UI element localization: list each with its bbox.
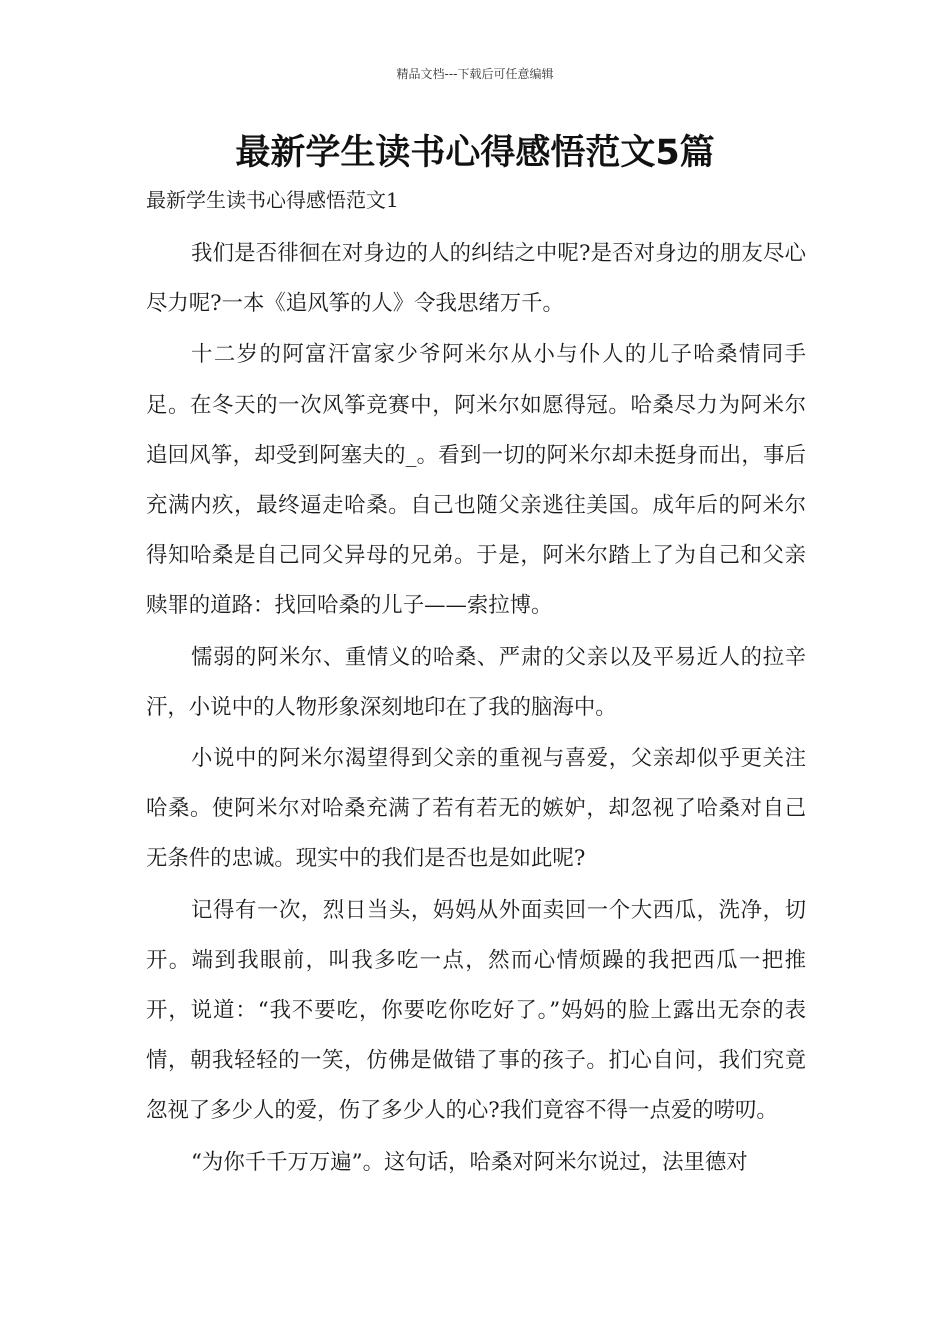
paragraph: 小说中的阿米尔渴望得到父亲的重视与喜爱，父亲却似乎更关注哈桑。使阿米尔对哈桑充满了若有若无的嫉妒，却忽视了哈桑对自己无条件的忠诚。现实中的我们是否也是如此呢? (146, 746, 806, 872)
paragraph: 我们是否徘徊在对身边的人的纠结之中呢?是否对身边的朋友尽心尽力呢?一本《追风筝的人》令我思绪万千。 (146, 241, 806, 317)
paragraph: 十二岁的阿富汗富家少爷阿米尔从小与仆人的儿子哈桑情同手足。在冬天的一次风筝竞赛中，阿米尔如愿得冠。哈桑尽力为阿米尔追回风筝，却受到阿塞夫的_。看到一切的阿米尔却未挺身而出，事后充满内疚，最终逼走哈桑。自己也随父亲逃往美国。成年后的阿米尔得知哈桑是自己同父异母的兄弟。于是，阿米尔踏上了为自己和父亲赎罪的道路：找回哈桑的儿子——索拉博。 (146, 342, 806, 619)
document-body (146, 229, 806, 1189)
paragraph: “为你千千万万遍”。这句话，哈桑对阿米尔说过，法里德对 (191, 1149, 748, 1175)
paragraph: 懦弱的阿米尔、重情义的哈桑、严肃的父亲以及平易近人的拉辛汗，小说中的人物形象深刻地印在了我的脑海中。 (146, 644, 806, 720)
document-title: 最新学生读书心得感悟范文5篇 (235, 133, 715, 173)
paragraph: 记得有一次，烈日当头，妈妈从外面卖回一个大西瓜，洗净，切开。端到我眼前，叫我多吃一点，然而心情烦躁的我把西瓜一把推开，说道：“我不要吃，你要吃你吃好了。”妈妈的脸上露出无奈的表情，朝我轻轻的一笑，仿佛是做错了事的孩子。扪心自问，我们究竟忽视了多少人的爱，伤了多少人的心?我们竟容不得一点爱的唠叨。 (146, 897, 806, 1124)
document-subtitle: 最新学生读书心得感悟范文1 (146, 188, 399, 212)
document-header-note: 精品文档---下载后可任意编辑 (396, 67, 554, 81)
